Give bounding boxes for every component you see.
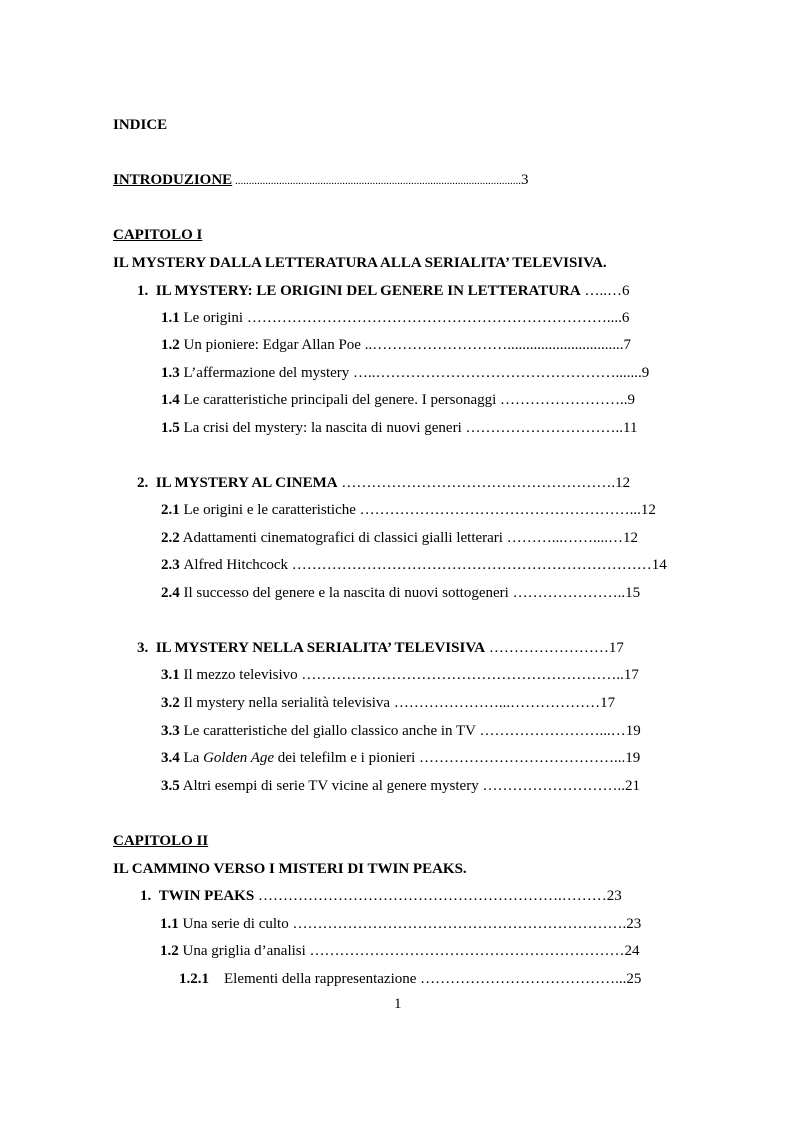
entry-text: Altri esempi di serie TV vicine al genere mystery (179, 778, 479, 794)
page-ref: 23 (626, 916, 642, 932)
leader: …………………………………………………………. (288, 916, 627, 932)
leader: …………………… (485, 640, 609, 656)
toc-entry-2-3[interactable] (161, 556, 667, 574)
page-ref: 9 (627, 392, 636, 408)
page-number: 1 (394, 996, 402, 1012)
page-ref: 17 (608, 640, 624, 656)
entry-number: 1. (140, 888, 152, 904)
entry-title: IL MYSTERY AL CINEMA (155, 475, 338, 491)
leader: ………………………….. (461, 420, 623, 436)
entry-title: IL MYSTERY NELLA SERIALITA’ TELEVISIVA (155, 640, 486, 656)
entry-number: 1.5 (161, 420, 180, 436)
page-ref: 17 (600, 695, 616, 711)
toc-entry-2-4[interactable] (161, 584, 640, 602)
entry-number: 3. (137, 640, 149, 656)
page-ref: 17 (623, 667, 639, 683)
page-ref: 14 (651, 557, 667, 573)
page-ref: 11 (623, 420, 638, 436)
entry-text: Le origini (179, 310, 244, 326)
entry-number: 2.3 (161, 557, 180, 573)
leader: ………………….. (508, 585, 626, 601)
entry-text: Le origini e le caratteristiche (179, 502, 356, 518)
entry-text: Le caratteristiche principali del genere. I personaggi (179, 392, 497, 408)
entry-number: 3.3 (161, 723, 180, 739)
leader: …………………...……………… (390, 695, 601, 711)
entry-text: Il successo del genere e la nascita di nuovi sottogeneri (179, 585, 509, 601)
chapter-2-label: CAPITOLO II (113, 833, 209, 849)
entry-number: 2. (137, 475, 149, 491)
entry-text: Elementi della rappresentazione (224, 971, 417, 987)
leader: ………………………………………………... (355, 502, 641, 518)
entry-number: 1. (137, 283, 149, 299)
entry-text: Alfred Hitchcock (183, 557, 289, 573)
page-ref: 24 (624, 943, 640, 959)
entry-number: 3.1 (161, 667, 180, 683)
toc-entry-c2-1[interactable] (140, 887, 622, 905)
leader: ........................................................................................................ (232, 175, 521, 187)
page-ref: 12 (640, 502, 656, 518)
entry-title: TWIN PEAKS (158, 888, 255, 904)
toc-entry-2-2[interactable] (161, 529, 638, 547)
toc-entry-1-2[interactable] (161, 336, 631, 354)
entry-title: INTRODUZIONE (113, 172, 233, 188)
leader: ………………………………………………………………... (243, 310, 619, 326)
leader: ……………………….. (478, 778, 625, 794)
entry-number: 1.1 (160, 916, 179, 932)
page-ref: 15 (625, 585, 641, 601)
leader: ..………………………............................... (360, 337, 624, 353)
page-ref: 7 (623, 337, 631, 353)
entry-number: 2.4 (161, 585, 180, 601)
page-ref: 19 (625, 723, 641, 739)
toc-entry-1[interactable] (137, 282, 630, 300)
page-ref: 19 (625, 750, 641, 766)
toc-entry-c2-1-1[interactable] (160, 915, 641, 933)
page-ref: 12 (615, 475, 631, 491)
entry-number: 2.2 (161, 530, 180, 546)
toc-entry-3-5[interactable] (161, 777, 640, 795)
entry-number: 1.2.1 (179, 971, 209, 987)
page-ref: 3 (520, 172, 529, 188)
entry-number: 1.2 (160, 943, 179, 959)
entry-text: dei telefilm e i pionieri (274, 750, 416, 766)
entry-text: Una griglia d’analisi (178, 943, 306, 959)
leader: ……………………………………………………………… (288, 557, 652, 573)
page-ref: 6 (622, 283, 630, 299)
entry-number: 1.1 (161, 310, 180, 326)
chapter-2-title: IL CAMMINO VERSO I MISTERI DI TWIN PEAKS. (113, 861, 467, 877)
page-ref: 12 (622, 530, 638, 546)
entry-text: Un pioniere: Edgar Allan Poe (179, 337, 361, 353)
toc-entry-3-2[interactable] (161, 694, 615, 712)
toc-entry-2-1[interactable] (161, 501, 656, 519)
page-ref: 23 (606, 888, 622, 904)
entry-text: Una serie di culto (178, 916, 289, 932)
toc-entry-3-3[interactable] (161, 722, 641, 740)
entry-number: 1.3 (161, 365, 180, 381)
page-ref: 25 (626, 971, 642, 987)
entry-text: La crisi del mystery: la nascita di nuovi generi (179, 420, 462, 436)
leader: …………………………………... (415, 750, 626, 766)
leader: ……………………………………………………….. (297, 667, 624, 683)
entry-text: Le caratteristiche del giallo classico anche in TV (179, 723, 476, 739)
toc-entry-1-1[interactable] (161, 309, 629, 327)
toc-entry-introduzione[interactable] (113, 171, 528, 190)
toc-entry-3[interactable] (137, 639, 624, 657)
entry-text: La (179, 750, 204, 766)
toc-entry-c2-1-2-1[interactable] (179, 970, 641, 988)
toc-entry-2[interactable] (137, 474, 630, 492)
toc-entry-3-1[interactable] (161, 666, 639, 684)
entry-number: 1.2 (161, 337, 180, 353)
leader: ………………………………………………. (337, 475, 616, 491)
leader: ……………………...… (475, 723, 626, 739)
entry-number: 3.4 (161, 750, 180, 766)
leader: …………………………………... (416, 971, 627, 987)
entry-number: 1.4 (161, 392, 180, 408)
leader: …………………………………………………….……… (254, 888, 607, 904)
leader: ……………………………………………………… (305, 943, 625, 959)
entry-title: IL MYSTERY: LE ORIGINI DEL GENERE IN LETTERATURA (155, 283, 581, 299)
toc-entry-1-4[interactable] (161, 391, 635, 409)
leader: …..… (580, 283, 622, 299)
entry-number: 3.2 (161, 695, 180, 711)
entry-text: Il mystery nella serialità televisiva (179, 695, 391, 711)
leader: …..…………………………………………....... (349, 365, 642, 381)
leader: ………...……....… (502, 530, 623, 546)
page-ref: 9 (641, 365, 650, 381)
entry-number: 3.5 (161, 778, 180, 794)
toc-entry-c2-1-2[interactable] (160, 942, 640, 960)
index-heading: INDICE (113, 117, 168, 133)
leader: …………………….. (496, 392, 628, 408)
toc-entry-1-3[interactable] (161, 364, 649, 382)
toc-entry-3-4[interactable] (161, 749, 640, 767)
page-ref: 21 (624, 778, 640, 794)
toc-entry-1-5[interactable] (161, 419, 637, 437)
entry-text-italic: Golden Age (203, 750, 275, 766)
entry-text: L’affermazione del mystery (179, 365, 350, 381)
entry-text: Il mezzo televisivo (179, 667, 298, 683)
entry-number: 2.1 (161, 502, 180, 518)
page-ref: .6 (618, 310, 630, 326)
entry-text: Adattamenti cinematografici di classici gialli letterari (179, 530, 503, 546)
chapter-1-label: CAPITOLO I (113, 227, 203, 243)
chapter-1-title: IL MYSTERY DALLA LETTERATURA ALLA SERIALITA’ TELEVISIVA. (113, 255, 607, 271)
